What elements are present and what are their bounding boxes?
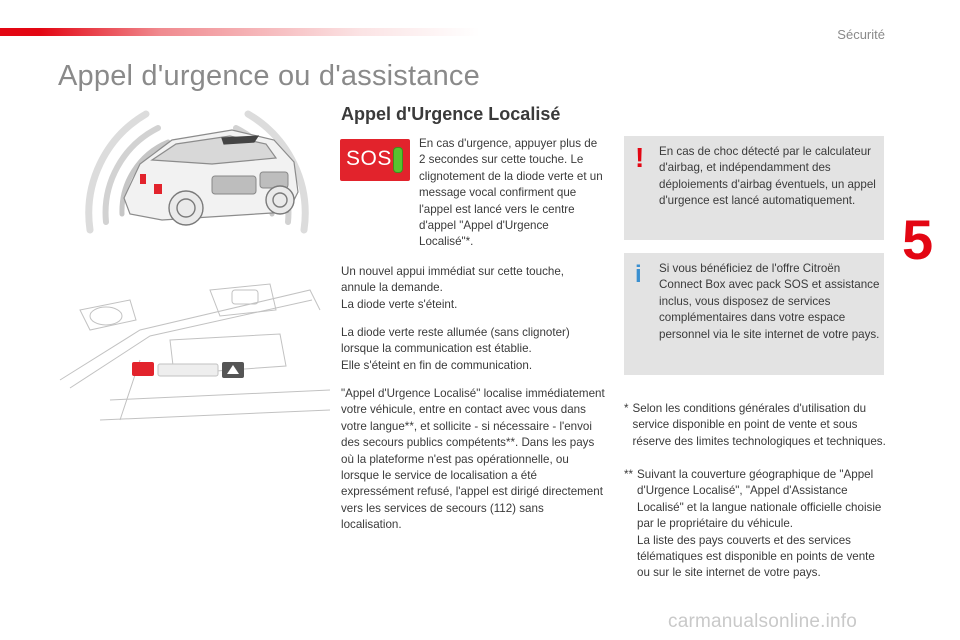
paragraph-line: Elle s'éteint en fin de communication. — [341, 358, 533, 372]
sos-button — [340, 139, 410, 181]
header-accent-bar — [0, 28, 480, 36]
section-heading: Appel d'Urgence Localisé — [341, 104, 561, 124]
footnote-2 — [624, 467, 886, 582]
paragraph-line: La diode verte s'éteint. — [341, 297, 458, 311]
page-title: Appel d'urgence ou d'assistance — [58, 60, 480, 92]
paragraph-led — [341, 325, 601, 374]
warning-text: En cas de choc détecté par le calculateur d'airbag, et indépendamment des déploiements d'airbag éventuels, un appel d'urgence est lancé automatiquement. — [659, 145, 876, 208]
footnote-1 — [624, 401, 886, 450]
info-icon: i — [635, 261, 642, 288]
footnote-marker: * — [624, 402, 629, 415]
paragraph-line: La diode verte reste allumée (sans clignoter) lorsque la communication est établie. — [341, 326, 570, 356]
info-text: Si vous bénéficiez de l'offre Citroën Connect Box avec pack SOS et assistance inclus, vous disposez de services complémentaires dans votre espace personnel via le site internet de votre pays. — [659, 262, 880, 341]
paragraph-line: Un nouvel appui immédiat sur cette touche, annule la demande. — [341, 265, 564, 295]
green-led-icon — [394, 148, 402, 172]
footnote-text: Suivant la couverture géographique de "Appel d'Urgence Localisé", "Appel d'Assistance Localisé" et la langue nationale officielle choisie par le propriétaire du véhicule. — [637, 468, 882, 531]
paragraph-line: "Appel d'Urgence Localisé" localise immédiatement votre véhicule, entre en contact avec vous dans votre langue**, et sollicite - si nécessaire - l'envoi des secours publics compétents**. Dans les pays où la plateforme n'est pas opérationnelle, ou lorsque le service de localisation a été expressément refusé, l'appel est dirigé directement vers les services de secours (112) sans localisation. — [341, 387, 605, 532]
intro-paragraph: En cas d'urgence, appuyer plus de 2 secondes sur cette touche. Le clignotement de la diode verte et un message vocal confirment que l'appel est lancé vers le centre d'appel "Appel d'Urgence Localisé"*. — [419, 137, 603, 249]
exclamation-icon: ! — [635, 142, 645, 173]
paragraph-cancel — [341, 264, 601, 313]
footnote-extra-text: La liste des pays couverts et des services télématiques est disponible en points de vente ou sur le site internet de votre pays. — [637, 533, 875, 580]
footnote-marker: ** — [624, 468, 634, 481]
section-title: Sécurité — [837, 27, 885, 42]
paragraph-localisation — [341, 386, 607, 534]
footnote-text: Selon les conditions générales d'utilisation du service disponible en point de vente et sous réserve des limites technologiques et techniques. — [632, 402, 886, 448]
intro-text — [419, 136, 605, 251]
ceiling-console-illustration — [50, 270, 330, 430]
sos-label: SOS — [346, 147, 392, 170]
info-box — [624, 253, 884, 375]
car-illustration — [62, 100, 332, 260]
watermark: carmanualsonline.info — [668, 611, 858, 632]
warning-box — [624, 136, 884, 240]
chapter-number: 5 — [902, 208, 934, 271]
